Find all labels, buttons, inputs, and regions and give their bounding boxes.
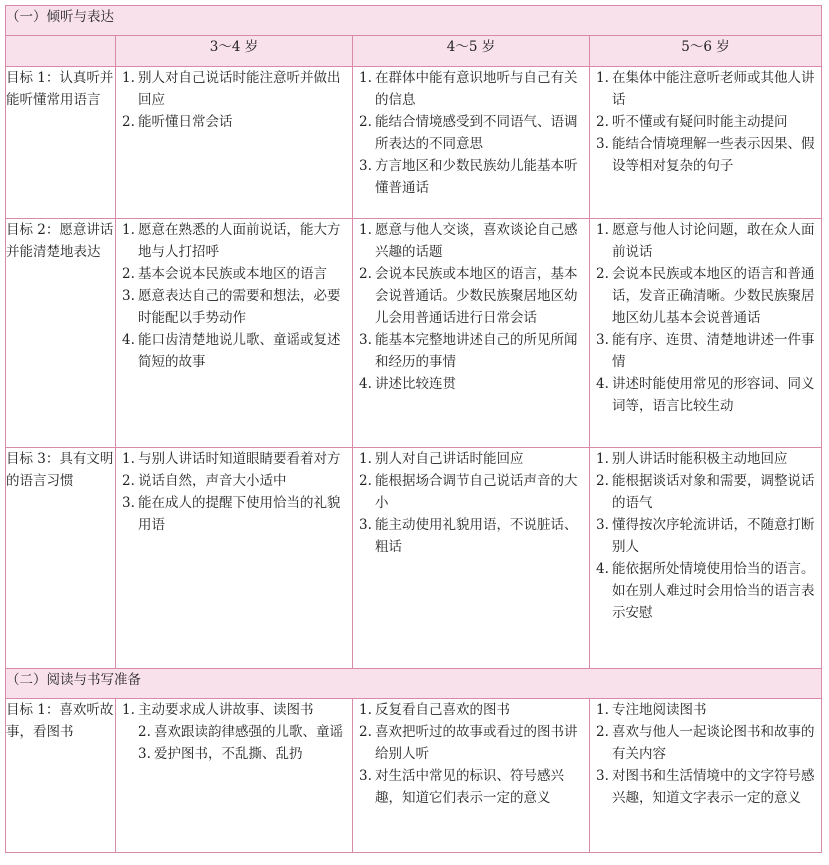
goal-cell-age45 [353, 448, 590, 669]
goal-cell-age56 [590, 448, 822, 669]
item-text: 能结合情境理解一些表示因果、假设等相对复杂的句子 [612, 136, 815, 174]
item-text: 懂得按次序轮流讲话，不随意打断别人 [612, 517, 815, 555]
item-text: 反复看自己喜欢的图书 [375, 702, 510, 718]
item-text: 能结合情境感受到不同语气、语调所表达的不同意思 [375, 114, 578, 152]
item-number: 3. [138, 746, 151, 762]
goal-list [590, 448, 821, 624]
goal-cell-age34 [116, 699, 353, 853]
goal-list-item [590, 263, 821, 329]
item-text: 在群体中能有意识地听与自己有关的信息 [375, 70, 578, 108]
item-text: 别人讲话时能积极主动地回应 [612, 451, 788, 467]
goal-list-item [590, 448, 821, 470]
goal-list-item [116, 448, 352, 470]
goal-row [6, 219, 822, 448]
item-number: 3. [122, 288, 135, 304]
item-text: 讲述比较连贯 [375, 376, 456, 392]
goal-list [353, 448, 589, 558]
goal-list-item [590, 765, 821, 809]
item-number: 2. [596, 266, 609, 282]
goal-label: 目标 2：愿意讲话并能清楚地表达 [6, 219, 116, 448]
item-text: 喜欢把听过的故事或看过的图书讲给别人听 [375, 724, 578, 762]
age-column-header: 3～4 岁 [116, 36, 353, 67]
item-number: 3. [359, 332, 372, 348]
goal-label: 目标 3：具有文明的语言习惯 [6, 448, 116, 669]
item-text: 能依据所处情境使用恰当的语言。如在别人难过时会用恰当的语言表示安慰 [612, 561, 815, 621]
item-number: 1. [122, 702, 135, 718]
goal-list-item [590, 699, 821, 721]
goal-list-item [353, 111, 589, 155]
goal-row [6, 67, 822, 219]
item-text: 喜欢与他人一起谈论图书和故事的有关内容 [612, 724, 815, 762]
item-text: 爱护图书，不乱撕、乱扔 [154, 746, 303, 762]
goal-cell-age56 [590, 67, 822, 219]
item-text: 能在成人的提醒下使用恰当的礼貌用语 [138, 495, 341, 533]
item-number: 1. [359, 70, 372, 86]
item-text: 与别人讲话时知道眼睛要看着对方 [138, 451, 341, 467]
item-number: 3. [596, 517, 609, 533]
goal-cell-age45 [353, 219, 590, 448]
goal-list [353, 699, 589, 809]
item-number: 1. [122, 222, 135, 238]
item-text: 别人对自己说话时能注意听并做出回应 [138, 70, 341, 108]
item-number: 4. [359, 376, 372, 392]
item-text: 对图书和生活情境中的文字符号感兴趣，知道文字表示一定的意义 [612, 768, 815, 806]
item-text: 愿意在熟悉的人面前说话，能大方地与人打招呼 [138, 222, 341, 260]
goal-list-item [353, 329, 589, 373]
item-text: 别人对自己讲话时能回应 [375, 451, 524, 467]
item-text: 专注地阅读图书 [612, 702, 707, 718]
goal-list-item [353, 373, 589, 395]
item-text: 在集体中能注意听老师或其他人讲话 [612, 70, 815, 108]
goal-list-item [116, 721, 352, 743]
goal-list-item [590, 721, 821, 765]
goal-list-item [116, 470, 352, 492]
section-header-row [6, 6, 822, 36]
goal-list-item [353, 514, 589, 558]
header-blank [6, 36, 116, 67]
item-number: 2. [122, 114, 135, 130]
goal-list [353, 219, 589, 395]
item-number: 1. [596, 702, 609, 718]
goal-list-item [353, 699, 589, 721]
item-number: 1. [596, 222, 609, 238]
goal-list [116, 699, 352, 765]
item-text: 主动要求成人讲故事、读图书 [138, 702, 314, 718]
item-number: 3. [359, 768, 372, 784]
item-number: 3. [596, 332, 609, 348]
goal-list-item [116, 329, 352, 373]
item-text: 能根据场合调节自己说话声音的大小 [375, 473, 578, 511]
goal-list-item [590, 373, 821, 417]
item-number: 2. [138, 724, 151, 740]
goal-list-item [590, 329, 821, 373]
goal-label: 目标 1：喜欢听故事，看图书 [6, 699, 116, 853]
goal-list-item [116, 263, 352, 285]
item-text: 会说本民族或本地区的语言，基本会说普通话。少数民族聚居地区幼儿会用普通话进行日常会话 [375, 266, 578, 326]
item-number: 2. [596, 473, 609, 489]
goal-list-item [353, 448, 589, 470]
goal-cell-age34 [116, 219, 353, 448]
language-goals-table [5, 5, 822, 853]
goal-list-item [590, 67, 821, 111]
section-title: （一）倾听与表达 [6, 6, 822, 36]
goal-list-item [353, 470, 589, 514]
goal-list-item [590, 133, 821, 177]
item-number: 4. [122, 332, 135, 348]
goal-cell-age45 [353, 699, 590, 853]
age-column-header: 4～5 岁 [353, 36, 590, 67]
goal-cell-age56 [590, 699, 822, 853]
age-column-header: 5～6 岁 [590, 36, 822, 67]
goal-list-item [353, 155, 589, 199]
goal-list-item [116, 699, 352, 721]
item-text: 对生活中常见的标识、符号感兴趣，知道它们表示一定的意义 [375, 768, 564, 806]
item-text: 能听懂日常会话 [138, 114, 233, 130]
item-number: 3. [122, 495, 135, 511]
item-number: 2. [596, 114, 609, 130]
goal-list-item [116, 492, 352, 536]
section-header-row [6, 669, 822, 699]
item-number: 4. [596, 561, 609, 577]
goal-cell-age45 [353, 67, 590, 219]
item-text: 能有序、连贯、清楚地讲述一件事情 [612, 332, 815, 370]
goal-cell-age34 [116, 448, 353, 669]
goal-list-item [590, 558, 821, 624]
goal-list-item [590, 219, 821, 263]
goal-list [116, 448, 352, 536]
item-number: 4. [596, 376, 609, 392]
goal-list [116, 67, 352, 133]
item-text: 讲述时能使用常见的形容词、同义词等，语言比较生动 [612, 376, 815, 414]
item-text: 能口齿清楚地说儿歌、童谣或复述简短的故事 [138, 332, 341, 370]
item-text: 能根据谈话对象和需要，调整说话的语气 [612, 473, 815, 511]
item-text: 愿意与他人交谈，喜欢谈论自己感兴趣的话题 [375, 222, 578, 260]
goal-list-item [116, 67, 352, 111]
item-text: 能基本完整地讲述自己的所见所闻和经历的事情 [375, 332, 578, 370]
goal-list [116, 219, 352, 373]
item-number: 3. [596, 768, 609, 784]
item-number: 1. [122, 70, 135, 86]
item-number: 1. [596, 451, 609, 467]
item-text: 愿意表达自己的需要和想法，必要时能配以手势动作 [138, 288, 341, 326]
goal-list-item [353, 67, 589, 111]
item-number: 2. [359, 266, 372, 282]
item-number: 2. [359, 724, 372, 740]
item-text: 会说本民族或本地区的语言和普通话，发音正确清晰。少数民族聚居地区幼儿基本会说普通话 [612, 266, 815, 326]
goal-list-item [590, 111, 821, 133]
goal-list-item [116, 219, 352, 263]
goal-list [590, 219, 821, 417]
item-number: 2. [359, 114, 372, 130]
item-number: 2. [122, 266, 135, 282]
item-number: 2. [359, 473, 372, 489]
goal-label: 目标 1：认真听并能听懂常用语言 [6, 67, 116, 219]
goal-list-item [353, 765, 589, 809]
item-number: 1. [596, 70, 609, 86]
item-text: 说话自然，声音大小适中 [138, 473, 287, 489]
item-text: 愿意与他人讨论问题，敢在众人面前说话 [612, 222, 815, 260]
item-number: 2. [596, 724, 609, 740]
item-number: 1. [122, 451, 135, 467]
section-title: （二）阅读与书写准备 [6, 669, 822, 699]
goal-list-item [590, 470, 821, 514]
item-text: 喜欢跟读韵律感强的儿歌、童谣 [154, 724, 343, 740]
goal-list [353, 67, 589, 199]
item-number: 3. [359, 517, 372, 533]
goal-row [6, 699, 822, 853]
item-number: 1. [359, 702, 372, 718]
age-header-row [6, 36, 822, 67]
item-number: 1. [359, 222, 372, 238]
item-number: 2. [122, 473, 135, 489]
goal-list-item [116, 285, 352, 329]
item-text: 方言地区和少数民族幼儿能基本听懂普通话 [375, 158, 578, 196]
goal-list-item [353, 219, 589, 263]
item-number: 3. [596, 136, 609, 152]
goal-list-item [590, 514, 821, 558]
goal-list [590, 67, 821, 177]
item-text: 能主动使用礼貌用语，不说脏话、粗话 [375, 517, 578, 555]
goal-list-item [353, 263, 589, 329]
goal-list-item [116, 743, 352, 765]
item-text: 基本会说本民族或本地区的语言 [138, 266, 327, 282]
item-number: 1. [359, 451, 372, 467]
goal-list-item [116, 111, 352, 133]
goal-row [6, 448, 822, 669]
goal-cell-age56 [590, 219, 822, 448]
goal-list [590, 699, 821, 809]
item-text: 听不懂或有疑问时能主动提问 [612, 114, 788, 130]
goal-cell-age34 [116, 67, 353, 219]
goal-list-item [353, 721, 589, 765]
item-number: 3. [359, 158, 372, 174]
